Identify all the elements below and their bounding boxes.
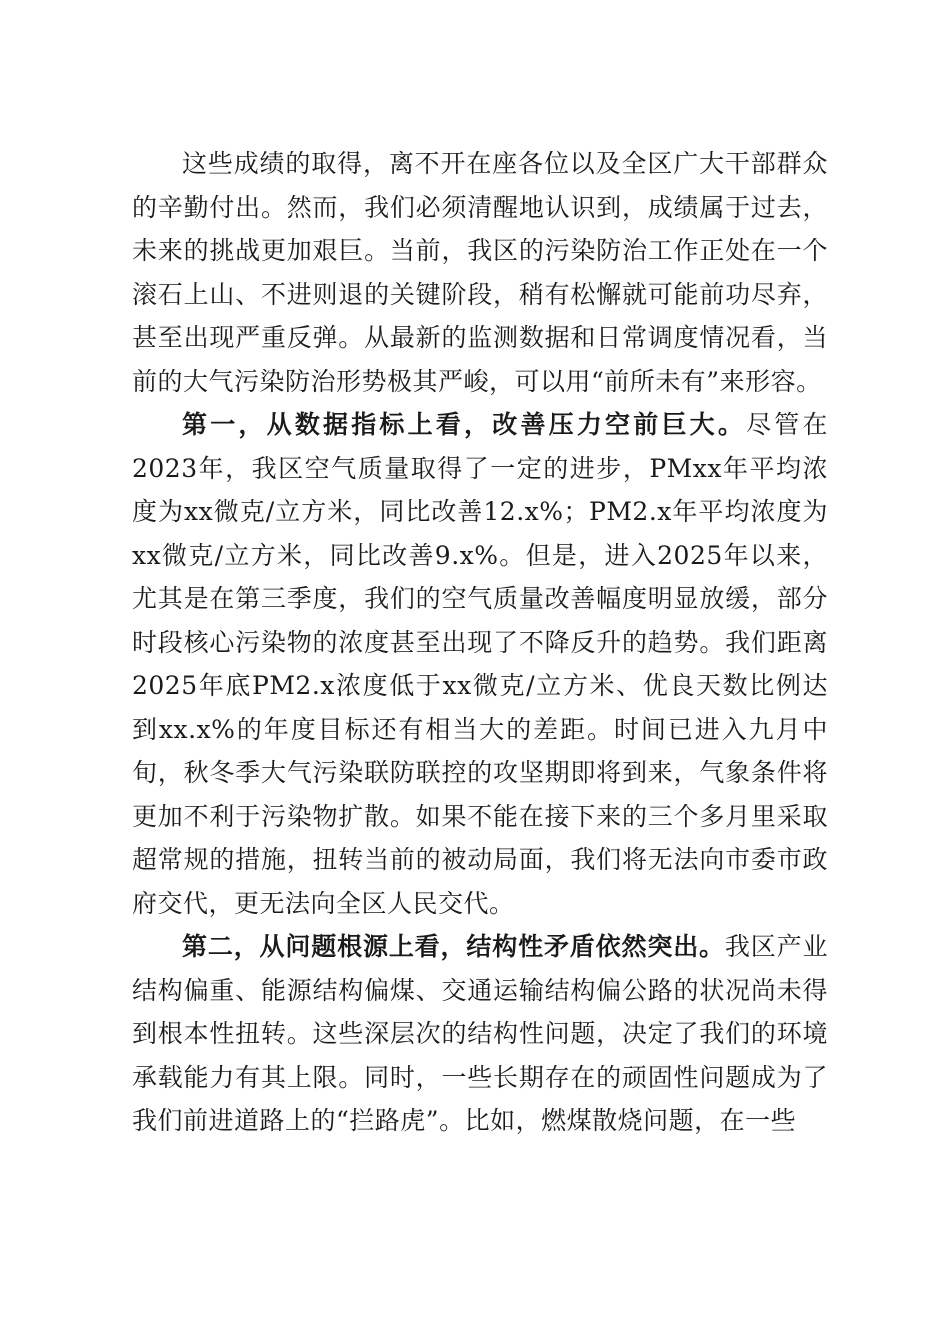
paragraph-data-pressure — [132, 403, 828, 925]
paragraph-text: 这些成绩的取得，离不开在座各位以及全区广大干部群众的辛勤付出。然而，我们必须清醒地认识到，成绩属于过去，未来的挑战更加艰巨。当前，我区的污染防治工作正处在一个滚石上山、不进则退的关键阶段，稍有松懈就可能前功尽弃，甚至出现严重反弹。从最新的监测数据和日常调度情况看，当前的大气污染防治形势极其严峻，可以用“前所未有”来形容。 — [132, 149, 828, 396]
paragraph-structural-issues — [132, 925, 828, 1143]
paragraph-lead-heading: 第二，从问题根源上看，结构性矛盾依然突出。 — [182, 932, 725, 961]
document-body — [132, 142, 828, 1143]
paragraph-text: 我区产业结构偏重、能源结构偏煤、交通运输结构偏公路的状况尚未得到根本性扭转。这些深层次的结构性问题，决定了我们的环境承载能力有其上限。同时，一些长期存在的顽固性问题成为了我们前进道路上的“拦路虎”。比如，燃煤散烧问题，在一些 — [132, 932, 828, 1135]
paragraph-achievements — [132, 142, 828, 403]
paragraph-text: 尽管在2023年，我区空气质量取得了一定的进步，PMxx年平均浓度为xx微克/立方米，同比改善12.x%；PM2.x年平均浓度为xx微克/立方米，同比改善9.x%。但是，进入2025年以来，尤其是在第三季度，我们的空气质量改善幅度明显放缓，部分时段核心污染物的浓度甚至出现了不降反升的趋势。我们距离2025年底PM2.x浓度低于xx微克/立方米、优良天数比例达到xx.x%的年度目标还有相当大的差距。时间已进入九月中旬，秋冬季大气污染联防联控的攻坚期即将到来，气象条件将更加不利于污染物扩散。如果不能在接下来的三个多月里采取超常规的措施，扭转当前的被动局面，我们将无法向市委市政府交代，更无法向全区人民交代。 — [132, 410, 828, 918]
paragraph-lead-heading: 第一，从数据指标上看，改善压力空前巨大。 — [182, 410, 747, 439]
